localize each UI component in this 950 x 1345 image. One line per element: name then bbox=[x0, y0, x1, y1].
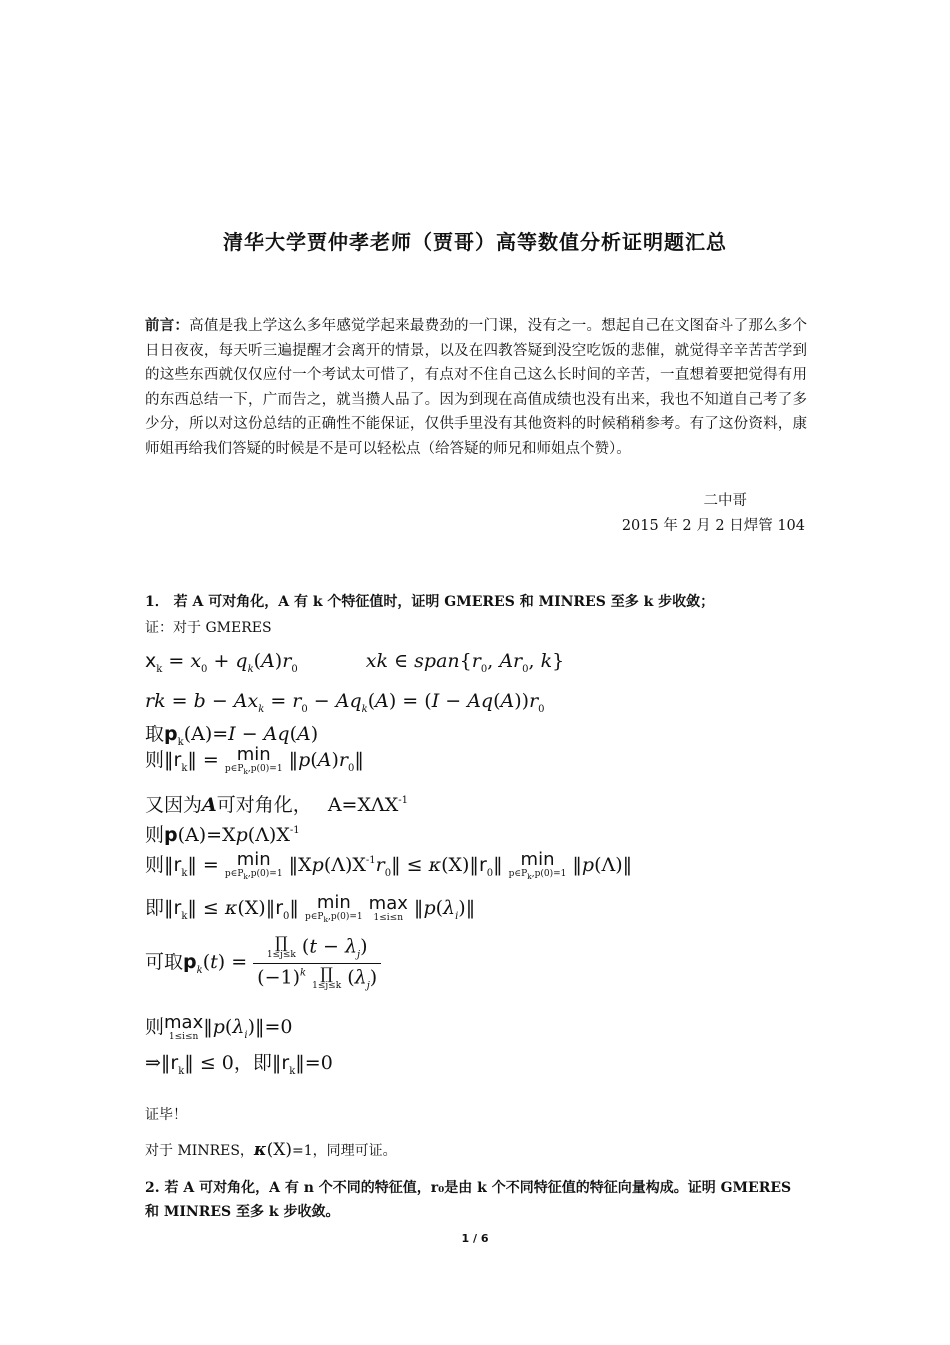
equation-rk: rk = $b - Ax_k = r_0 - Aq_k(A) = (I - Aq(A))r_0$ bbox=[145, 690, 545, 715]
equation-pk: 取$p_k(A)=I - Aq(A)$ bbox=[145, 723, 319, 748]
label-then: 则 bbox=[145, 749, 165, 771]
label-then-4: 则 bbox=[145, 1016, 165, 1038]
label-can-take: 可取 bbox=[145, 951, 184, 973]
equation-conclusion: $\Rightarrow‖r_k‖ \le 0$，即$‖r_k‖=0$ bbox=[145, 1052, 333, 1077]
preface-paragraph bbox=[145, 314, 807, 462]
equation-minmax: 即$‖r_k‖$ ≤ $\kappa(X)‖r_0‖$ min $p\in P_k,p(0)=1$ max 1≤i≤n $‖p(\lambda_i)‖$ bbox=[145, 892, 476, 925]
equation-diag: 又因为A可对角化， $A=X\Lambda X^{-1}$ bbox=[145, 794, 408, 816]
equation-max-zero: 则 max 1≤i≤n $‖p(\lambda_i)‖=0$ bbox=[145, 1012, 293, 1042]
equation-pA: 则$p(A)=Xp(\Lambda)X^{-1}$ bbox=[145, 824, 300, 846]
document-title: 清华大学贾仲孝老师（贾哥）高等数值分析证明题汇总 bbox=[223, 230, 727, 254]
equation-bound: 则$‖r_k‖$ = min $p\in P_k,p(0)=1$ $‖Xp(\Lambda)X^{-1}r_0‖$ ≤ $\kappa(X)‖r_0‖$ min $p\in P_k,p(0)=1$ ‖p(Λ)‖ bbox=[145, 849, 633, 882]
label-ie-2: ，即 bbox=[233, 1052, 272, 1074]
label-take: 取 bbox=[145, 723, 165, 745]
minres-suffix: =1，同理可证。 bbox=[292, 1143, 397, 1159]
preface-label: 前言： bbox=[145, 317, 190, 334]
label-then-2: 则 bbox=[145, 824, 165, 846]
proof-end: 证毕！ bbox=[145, 1107, 187, 1123]
equation-norm-rk: 则$‖r_k‖$ = min $p\in P_k,p(0)=1$ $‖p(A)r_0‖$ bbox=[145, 744, 364, 777]
date-place: 2015 年 2 月 2 日焊管 104 bbox=[621, 518, 805, 534]
label-ie: 即 bbox=[145, 897, 165, 919]
label-because: 又因为 bbox=[145, 794, 203, 816]
question-2-title: 2. 若 A 可对角化，A 有 n 个不同的特征值，r₀是由 k 个不同特征值的特征向量构成。证明 GMERES 和 MINRES 至多 k 步收敛。 bbox=[145, 1180, 792, 1220]
minres-note: 对于 MINRES，κ(X)=1，同理可证。 bbox=[145, 1140, 397, 1160]
page-number: 1 / 6 bbox=[461, 1232, 489, 1245]
equation-xk: $x_k = x_0 + q_k(A)r_0$ xk ∈ $span\{r_0$, $Ar_0$, k} bbox=[145, 650, 565, 675]
equation-pk-t: 可取$p_k(t)$ = ∏ 1≤j≤k $(t - \lambda_j)$ $(-1)^k$ ∏ 1≤j≤k $(\lambda_j)$ bbox=[145, 935, 381, 991]
author-signature: 二中哥 bbox=[703, 493, 747, 509]
proof-intro: 证：对于 GMERES bbox=[145, 620, 272, 636]
question-1-title: 1． 若 A 可对角化，A 有 k 个特征值时，证明 GMERES 和 MINRES 至多 k 步收敛； bbox=[145, 594, 715, 610]
preface-text: 高值是我上学这么多年感觉学起来最费劲的一门课，没有之一。想起自己在文图奋斗了那么多个日日夜夜，每天听三遍提醒才会离开的情景，以及在四教答疑到没空吃饭的悲催，就觉得辛辛苦苦学到的这些东西就仅仅应付一个考试太可惜了，有点对不住自己这么长时间的辛苦，一直想着要把觉得有用的东西总结一下，广而告之，就当攒人品了。因为到现在高值成绩也没有出来，我也不知道自己考了多少分，所以对这份总结的正确性不能保证，仅供手里没有其他资料的时候稍稍参考。有了这份资料，康师姐再给我们答疑的时候是不是可以轻松点（给答疑的师兄和师姐点个赞）。 bbox=[145, 318, 808, 457]
label-then-3: 则 bbox=[145, 854, 165, 876]
label-diag: 可对角化， bbox=[216, 794, 312, 816]
minres-prefix: 对于 MINRES， bbox=[145, 1143, 254, 1159]
